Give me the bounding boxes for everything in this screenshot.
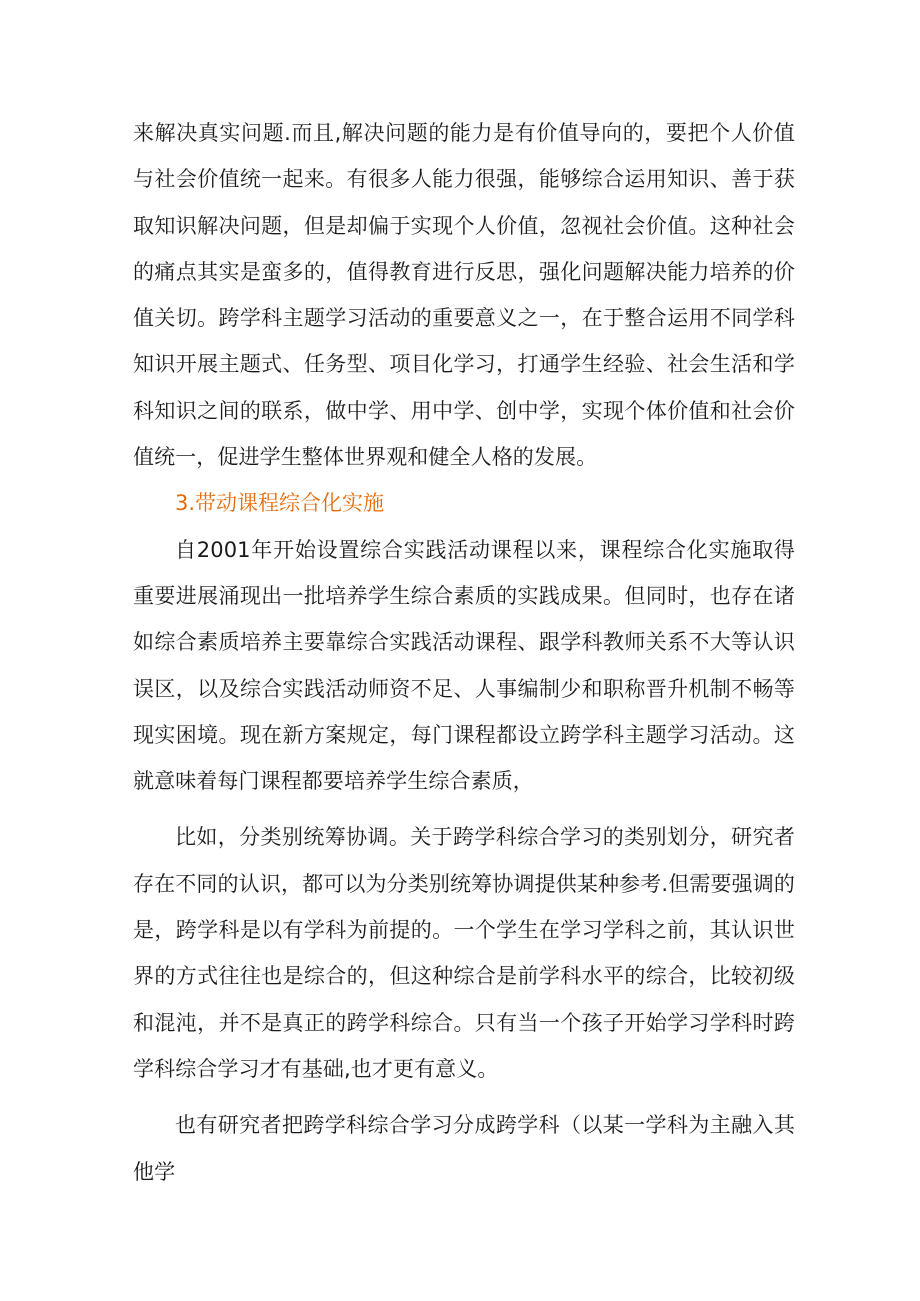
- paragraph-interdisciplinary-types: 也有研究者把跨学科综合学习分成跨学科（以某一学科为主融入其他学: [133, 1113, 795, 1184]
- paragraph-curriculum-integration: 自2001年开始设置综合实践活动课程以来，课程综合化实施取得重要进展涌现出一批培养学生综合素质的实践成果。但同时，也存在诸如综合素质培养主要靠综合实践活动课程、跟学科教师关系不大等认识误区，以及综合实践活动师资不足、人事编制少和职称晋升机制不畅等现实困境。现在新方案规定，每门课程都设立跨学科主题学习活动。这就意味着每门课程都要培养学生综合素质，: [133, 537, 795, 794]
- document-body: [133, 110, 795, 1195]
- paragraph-category-coordination: 比如，分类别统筹协调。关于跨学科综合学习的类别划分，研究者存在不同的认识，都可以为分类别统筹协调提供某种参考.但需要强调的是，跨学科是以有学科为前提的。一个学生在学习学科之前，其认识世界的方式往往也是综合的，但这种综合是前学科水平的综合，比较初级和混沌，并不是真正的跨学科综合。只有当一个孩子开始学习学科时跨学科综合学习才有基础,也才更有意义。: [133, 825, 795, 1081]
- paragraph-problem-solving-values: 来解决真实问题.而且,解决问题的能力是有价值导向的，要把个人价值与社会价值统一起来。有很多人能力很强，能够综合运用知识、善于获取知识解决问题，但是却偏于实现个人价值，忽视社会价值。这种社会的痛点其实是蛮多的，值得教育进行反思，强化问题解决能力培养的价值关切。跨学科主题学习活动的重要意义之一，在于整合运用不同学科知识开展主题式、任务型、项目化学习，打通学生经验、社会生活和学科知识之间的联系，做中学、用中学、创中学，实现个体价值和社会价值统一，促进学生整体世界观和健全人格的发展。: [133, 121, 795, 470]
- paragraph-gap: [133, 804, 795, 814]
- section-heading: 3.带动课程综合化实施: [175, 491, 385, 516]
- paragraph-gap: [133, 1092, 795, 1102]
